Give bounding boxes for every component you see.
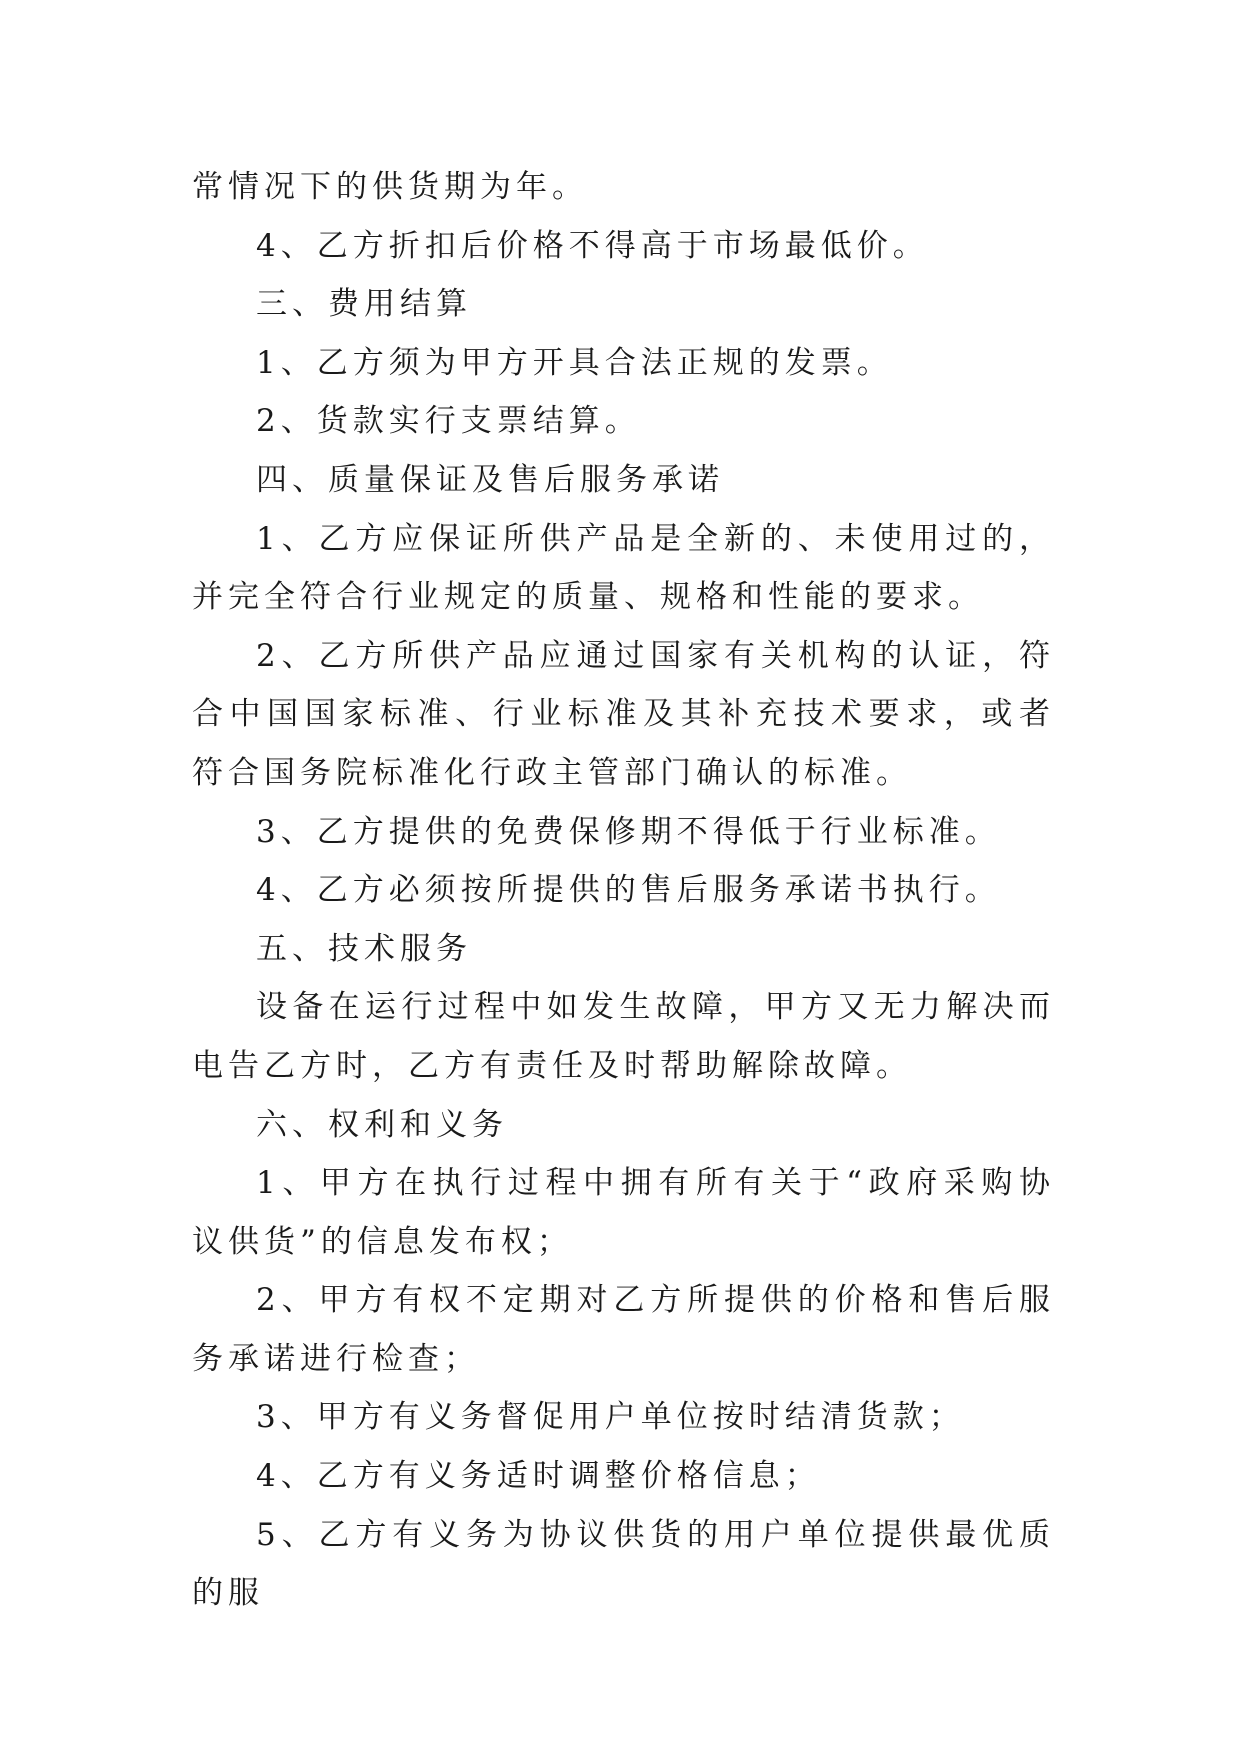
paragraph: 2、乙方所供产品应通过国家有关机构的认证，符合中国国家标准、行业标准及其补充技术要求，或者符合国务院标准化行政主管部门确认的标准。 bbox=[192, 637, 1055, 791]
paragraph: 4、乙方必须按所提供的售后服务承诺书执行。 bbox=[256, 872, 1001, 909]
section-heading: 五、技术服务 bbox=[256, 930, 472, 967]
paragraph: 4、乙方折扣后价格不得高于市场最低价。 bbox=[256, 227, 929, 264]
document-body bbox=[192, 158, 1055, 1623]
paragraph: 5、乙方有义务为协议供货的用户单位提供最优质的服 bbox=[192, 1516, 1055, 1612]
paragraph: 3、乙方提供的免费保修期不得低于行业标准。 bbox=[256, 813, 1001, 850]
paragraph: 设备在运行过程中如发生故障，甲方又无力解决而电告乙方时，乙方有责任及时帮助解除故障。 bbox=[192, 989, 1055, 1084]
section-heading: 六、权利和义务 bbox=[256, 1106, 508, 1143]
paragraph: 3、甲方有义务督促用户单位按时结清货款； bbox=[256, 1399, 965, 1436]
paragraph: 1、乙方须为甲方开具合法正规的发票。 bbox=[256, 344, 893, 381]
paragraph: 1、甲方在执行过程中拥有所有关于“政府采购协议供货”的信息发布权； bbox=[192, 1165, 1055, 1260]
paragraph: 常情况下的供货期为年。 bbox=[192, 169, 588, 205]
paragraph: 1、乙方应保证所供产品是全新的、未使用过的，并完全符合行业规定的质量、规格和性能的要求。 bbox=[192, 520, 1055, 616]
paragraph: 4、乙方有义务适时调整价格信息； bbox=[256, 1458, 821, 1495]
section-heading: 三、费用结算 bbox=[256, 286, 472, 323]
paragraph: 2、货款实行支票结算。 bbox=[256, 403, 641, 440]
paragraph: 2、甲方有权不定期对乙方所提供的价格和售后服务承诺进行检查； bbox=[192, 1282, 1055, 1377]
section-heading: 四、质量保证及售后服务承诺 bbox=[256, 461, 724, 498]
